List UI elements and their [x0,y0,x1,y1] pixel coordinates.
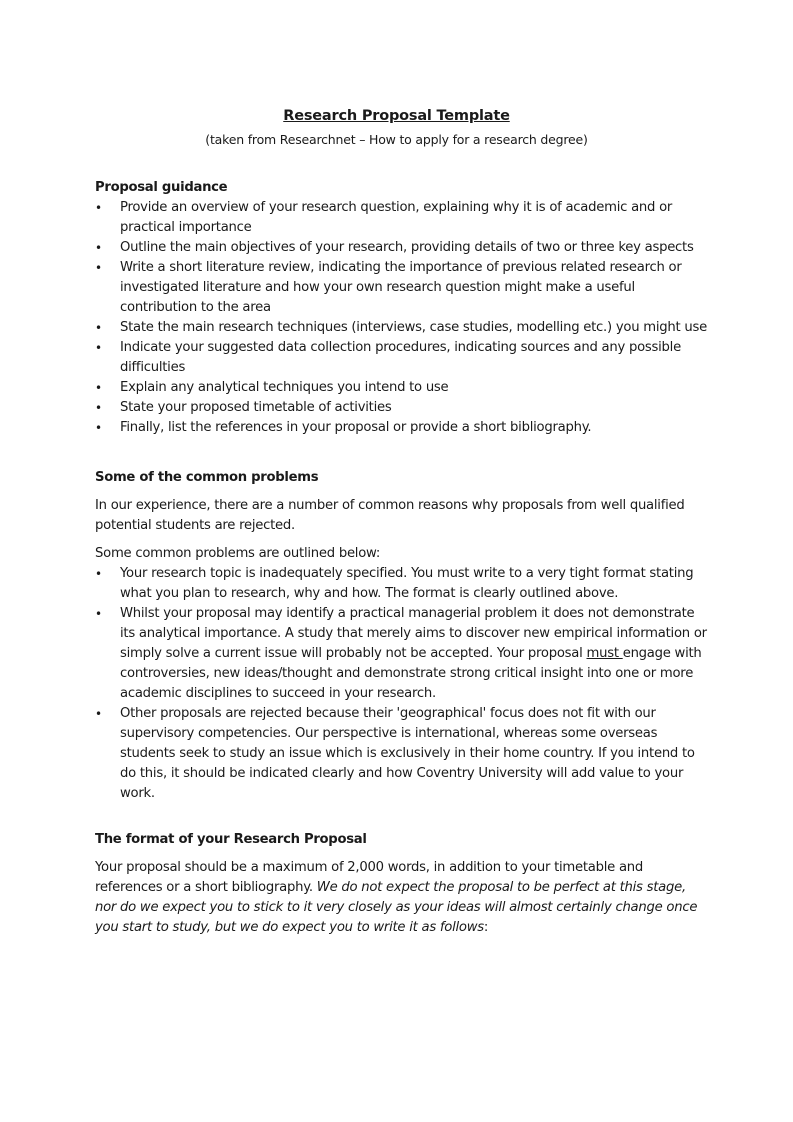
emphasis-must: must [586,646,623,661]
bullet-icon: • [95,607,102,621]
common-problems-intro-2: Some common problems are outlined below: [95,546,381,561]
format-heading: The format of your Research Proposal [95,832,367,847]
bullet-icon: • [95,381,102,395]
format-text: Your proposal should be a maximum of 2,000 words, in addition to your timetable and references or a short bibliography. [95,860,644,895]
bullet-icon: • [95,567,102,581]
bullet-icon: • [95,261,102,275]
list-item-text-cont: engage with controversies, new ideas/thought and demonstrate strong critical insight into one or more academic disciplines to succeed in your research. [120,646,702,701]
document-title: Research Proposal Template [283,108,510,124]
list-item-text: Outline the main objectives of your research, providing details of two or three key aspects [120,240,694,255]
list-item-text: Finally, list the references in your proposal or provide a short bibliography. [120,420,592,435]
bullet-icon: • [95,707,102,721]
bullet-icon: • [95,341,102,355]
list-item [95,704,707,804]
list-item [95,338,707,378]
document-subtitle: (taken from Researchnet – How to apply for a research degree) [205,132,588,147]
format-text-italic: We do not expect the proposal to be perfect at this stage, nor do we expect you to stick to it very closely as your ideas will almost certainly change once you start to study, but we do expect you to write it as follows [95,880,698,935]
list-item [95,258,707,318]
list-item-text: Other proposals are rejected because their 'geographical' focus does not fit with our supervisory competencies. Our perspective is international, whereas some overseas students seek to study an issue which is exclusively in their home country. If you intend to do this, it should be indicated clearly and how Coventry University will add value to your work. [120,706,695,801]
list-item [95,238,707,258]
list-item [95,378,707,398]
format-paragraph [95,858,707,938]
format-text-end: : [483,920,489,935]
common-problems-intro: In our experience, there are a number of common reasons why proposals from well qualified potential students are rejected. [95,498,685,533]
list-item-text: State your proposed timetable of activities [120,400,392,415]
proposal-guidance-list [95,198,707,438]
bullet-icon: • [95,401,102,415]
common-problems-list [95,564,707,804]
list-item-text: Your research topic is inadequately specified. You must write to a very tight format stating what you plan to research, why and how. The format is clearly outlined above. [120,566,694,601]
list-item-text: Provide an overview of your research question, explaining why it is of academic and or practical importance [120,200,673,235]
list-item-text: Indicate your suggested data collection procedures, indicating sources and any possible difficulties [120,340,681,375]
bullet-icon: • [95,321,102,335]
bullet-icon: • [95,421,102,435]
bullet-icon: • [95,201,102,215]
list-item-text: Write a short literature review, indicating the importance of previous related research or investigated literature and how your own research question might make a useful contribution to the area [120,260,682,315]
list-item [95,604,707,704]
list-item-text: State the main research techniques (interviews, case studies, modelling etc.) you might use [120,320,707,335]
list-item [95,418,707,438]
proposal-guidance-heading: Proposal guidance [95,180,228,195]
bullet-icon: • [95,241,102,255]
list-item [95,398,707,418]
list-item-text: Whilst your proposal may identify a practical managerial problem it does not demonstrate its analytical importance. A study that merely aims to discover new empirical information or simply solve a current issue will probably not be accepted. Your proposal [120,606,707,661]
list-item [95,318,707,338]
list-item [95,564,707,604]
document-body [95,178,707,938]
common-problems-heading: Some of the common problems [95,470,319,485]
list-item [95,198,707,238]
list-item-text: Explain any analytical techniques you intend to use [120,380,449,395]
